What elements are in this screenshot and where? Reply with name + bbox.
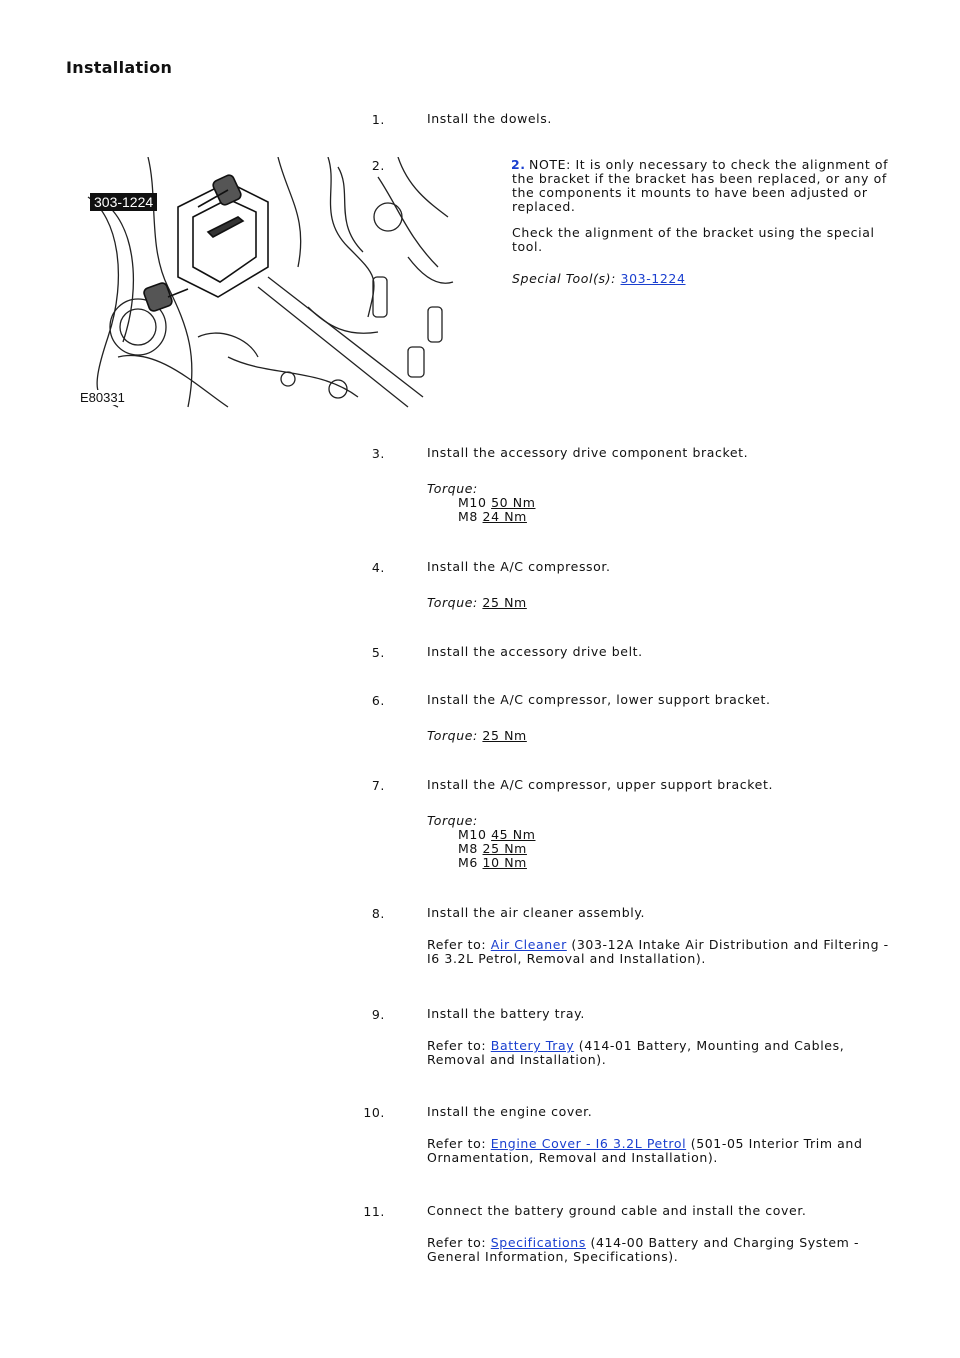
step-number: 6. bbox=[371, 693, 385, 708]
step-number: 11. bbox=[363, 1204, 385, 1219]
step-number: 10. bbox=[363, 1105, 385, 1120]
step-text: Install the accessory drive component bracket. bbox=[427, 445, 749, 460]
reference-link[interactable]: Air Cleaner bbox=[490, 937, 567, 952]
step-text: Install the A/C compressor. bbox=[427, 559, 611, 574]
step-number: 2. bbox=[371, 158, 385, 173]
reference: Refer to: Battery Tray (414-01 Battery, Mounting and Cables, Removal and Installation). bbox=[427, 1038, 845, 1067]
reference-link[interactable]: Engine Cover - I6 3.2L Petrol bbox=[490, 1136, 687, 1151]
tool-callout-label: 303-1224 bbox=[90, 193, 157, 211]
note-text: NOTE: It is only necessary to check the alignment of the bracket if the bracket has been replaced, or any of the components it mounts to have been adjusted or replaced. bbox=[512, 157, 889, 214]
torque-value: 25 Nm bbox=[482, 728, 527, 743]
torque-label: Torque: bbox=[427, 595, 478, 610]
torque-label: Torque: bbox=[427, 481, 478, 496]
torque-row: M8 25 Nm bbox=[458, 841, 527, 856]
reference: Refer to: Specifications (414-00 Battery and Charging System - General Information, Specifications). bbox=[427, 1235, 860, 1264]
step-number: 3. bbox=[371, 446, 385, 461]
step-number: 1. bbox=[371, 112, 385, 127]
step-number: 8. bbox=[371, 906, 385, 921]
step-number: 5. bbox=[371, 645, 385, 660]
torque-row: M6 10 Nm bbox=[458, 855, 527, 870]
note-number: 2. bbox=[511, 157, 526, 172]
step-number: 4. bbox=[371, 560, 385, 575]
torque-value: 45 Nm bbox=[491, 827, 536, 842]
reference-link[interactable]: Battery Tray bbox=[490, 1038, 575, 1053]
step-number: 9. bbox=[371, 1007, 385, 1022]
step-text: Connect the battery ground cable and install the cover. bbox=[427, 1203, 807, 1218]
torque-value: 24 Nm bbox=[482, 509, 527, 524]
step-text: Install the accessory drive belt. bbox=[427, 644, 643, 659]
step-text: Install the A/C compressor, lower support bracket. bbox=[427, 692, 771, 707]
step-text: Install the air cleaner assembly. bbox=[427, 905, 646, 920]
step-text: Install the engine cover. bbox=[427, 1104, 593, 1119]
reference-link[interactable]: Specifications bbox=[490, 1235, 586, 1250]
torque-value: 10 Nm bbox=[482, 855, 527, 870]
torque-label: Torque: bbox=[427, 728, 478, 743]
torque-row: M8 24 Nm bbox=[458, 509, 527, 524]
special-tool-link[interactable]: 303-1224 bbox=[620, 271, 686, 286]
torque-value: 25 Nm bbox=[482, 841, 527, 856]
section-title: Installation bbox=[66, 58, 173, 77]
torque-row: M10 45 Nm bbox=[458, 827, 536, 842]
step-text: Check the alignment of the bracket using the special tool. bbox=[512, 225, 875, 254]
torque-value: 25 Nm bbox=[482, 595, 527, 610]
figure-code: E80331 bbox=[80, 390, 125, 405]
step-number: 7. bbox=[371, 778, 385, 793]
torque-value: 50 Nm bbox=[491, 495, 536, 510]
step-text: Install the dowels. bbox=[427, 111, 552, 126]
torque-row: M10 50 Nm bbox=[458, 495, 536, 510]
step-text: Install the A/C compressor, upper support bracket. bbox=[427, 777, 774, 792]
engine-bracket-illustration bbox=[78, 157, 456, 409]
reference: Refer to: Engine Cover - I6 3.2L Petrol (501-05 Interior Trim and Ornamentation, Removal and Installation). bbox=[427, 1136, 863, 1165]
special-tool-label: Special Tool(s): bbox=[512, 271, 616, 286]
torque-label: Torque: bbox=[427, 813, 478, 828]
reference: Refer to: Air Cleaner (303-12A Intake Air Distribution and Filtering - I6 3.2L Petrol, Removal and Installation). bbox=[427, 937, 889, 966]
step-text: Install the battery tray. bbox=[427, 1006, 585, 1021]
